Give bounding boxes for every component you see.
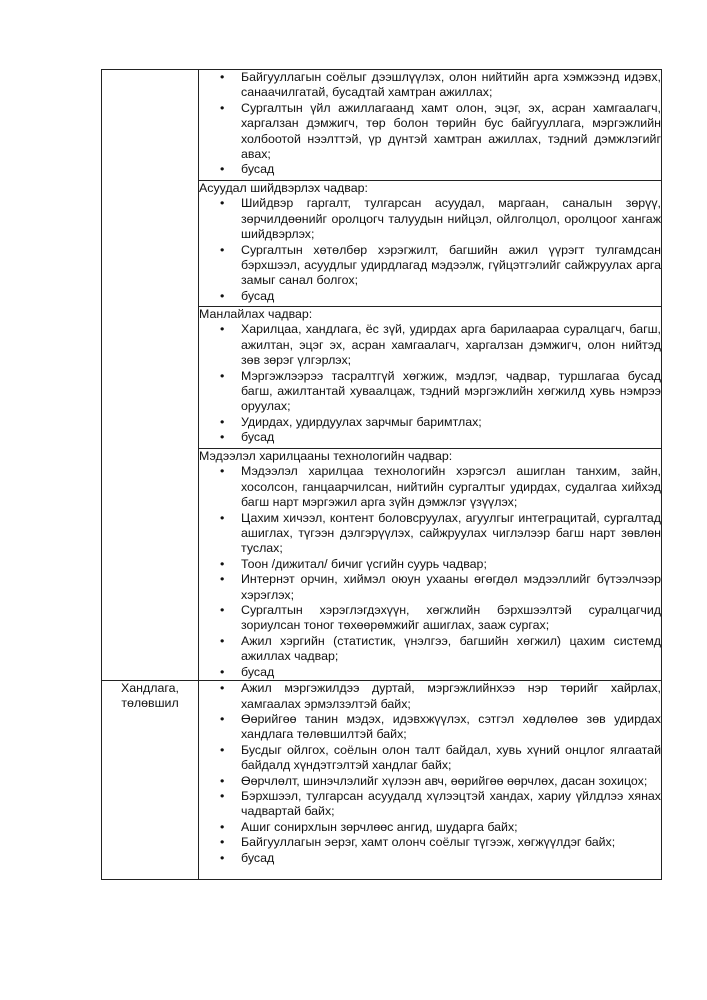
section-heading: Мэдээлэл харилцааны технологийн чадвар:	[199, 449, 453, 463]
list-item: • Тоон /дижитал/ бичиг үсгийн суурь чадвар;	[220, 557, 661, 572]
list-item: • Мэдээлэл харилцаа технологийн хэрэгсэл ашиглан танхим, зайн, хосолсон, ганцаарчилсан, нийтийн сургалтыг удирдах, судалгаа хийхэд багш нарт мэргэжил арга зүйн дэмжлэг үзүүлэх;	[220, 464, 661, 510]
list-item: • Сургалтын хэрэглэгдэхүүн, хөгжлийн бэрхшээлтэй суралцагчид зориулсан тоног төхөөрөмжийг ашиглах, зааж сургах;	[220, 603, 661, 634]
list-item: • Сургалтын үйл ажиллагаанд хамт олон, эцэг, эх, асран хамгаалагч, харгалзан дэмжигч, төр болон төрийн бус байгууллага, мэргэжлийн холбоотой нээлттэй, үр дүнтэй хамтран ажиллах, тэдний дэмжлэгийг авах;	[220, 101, 661, 163]
list-item: • Бэрхшээл, тулгарсан асуудалд хүлээцтэй хандах, хариу үйлдлээ хянах чадвартай байх;	[220, 789, 661, 820]
list-item: • Байгууллагын соёлыг дээшлүүлэх, олон нийтийн арга хэмжээнд идэвх, санаачилгатай, бусадтай хамтран ажиллах;	[220, 70, 661, 101]
bullet-list	[199, 464, 661, 680]
list-item: • Бусдыг ойлгох, соёлын олон талт байдал, хувь хүний онцлог ялгаатай байдалд хүндэтгэлтэй хандлаг байх;	[220, 743, 661, 774]
list-item: • Удирдах, удирдуулах зарчмыг баримтлах;	[220, 415, 661, 430]
list-item: • Мэргэжлээрээ тасралтгүй хөгжиж, мэдлэг, чадвар, туршлагаа бусад багш, ажилтантай хуваалцаж, тэдний мэргэжлийн хөгжилд хувь нэмрээ оруулах;	[220, 369, 661, 415]
bullet-list	[199, 322, 661, 445]
competency-table	[101, 69, 662, 880]
left-cell-empty	[102, 70, 199, 681]
list-item: • бусад	[220, 289, 661, 304]
leadership-cell	[199, 307, 662, 449]
list-item: • Интернэт орчин, хиймэл оюун ухааны өгөгдөл мэдээллийг бүтээлчээр хэрэглэх;	[220, 572, 661, 603]
cooperation-cell	[199, 70, 662, 181]
ict-cell	[199, 449, 662, 681]
bullet-list	[199, 70, 661, 178]
list-item: • Өөрчлөлт, шинэчлэлийг хүлээн авч, өөрийгөө өөрчлөх, дасан зохицох;	[220, 774, 661, 789]
bullet-list	[199, 681, 661, 866]
list-item: • Байгууллагын эерэг, хамт олонч соёлыг түгээж, хөгжүүлдэг байх;	[220, 835, 661, 850]
list-item: • бусад	[220, 851, 661, 866]
problem-solving-cell	[199, 181, 662, 307]
list-item: • Ажил мэргэжилдээ дуртай, мэргэжлийнхээ нэр төрийг хайрлах, хамгаалах эрмэлзэлтэй байх;	[220, 681, 661, 712]
bullet-list	[199, 196, 661, 304]
list-item: • Өөрийгөө танин мэдэх, идэвхжүүлэх, сэтгэл хөдлөлөө зөв удирдах хандлага төлөвшилтэй байх;	[220, 712, 661, 743]
table-row	[102, 70, 662, 181]
list-item: • Ашиг сонирхлын зөрчлөөс ангид, шударга байх;	[220, 820, 661, 835]
attitude-cell	[199, 681, 662, 880]
section-heading: Асуудал шийдвэрлэх чадвар:	[199, 181, 368, 195]
list-item: • бусад	[220, 430, 661, 445]
list-item: • Шийдвэр гаргалт, тулгарсан асуудал, маргаан, саналын зөрүү, зөрчилдөөнийг оролцогч талуудын нийцэл, ойлголцол, оролцоог хангаж шийдвэрлэх;	[220, 196, 661, 242]
list-item: • бусад	[220, 162, 661, 177]
list-item: • Сургалтын хөтөлбөр хэрэгжилт, багшийн ажил үүрэгт тулгамдсан бэрхшээл, асуудлыг удирдлагад мэдээлж, гүйцэтгэлийг сайжруулах арга замыг санал болгох;	[220, 243, 661, 289]
list-item: • Харилцаа, хандлага, ёс зүй, удирдах арга барилаараа суралцагч, багш, ажилтан, эцэг эх, асран хамгаалагч, харгалзан дэмжигч, олон нийтэд зөв зөрэг үлгэрлэх;	[220, 322, 661, 368]
section-heading: Манлайлах чадвар:	[199, 307, 313, 321]
attitude-label: Хандлага, төлөвшил	[102, 681, 199, 880]
table-row	[102, 681, 662, 880]
list-item: • Ажил хэргийн (статистик, үнэлгээ, багшийн хөгжил) цахим системд ажиллах чадвар;	[220, 634, 661, 665]
list-item: • Цахим хичээл, контент боловсруулах, агуулгыг интеграцитай, сургалтад ашиглах, түгээн дэлгэрүүлэх, сайжруулах чиглэлээр багш нарт зөвлөн туслах;	[220, 511, 661, 557]
list-item: • бусад	[220, 665, 661, 680]
